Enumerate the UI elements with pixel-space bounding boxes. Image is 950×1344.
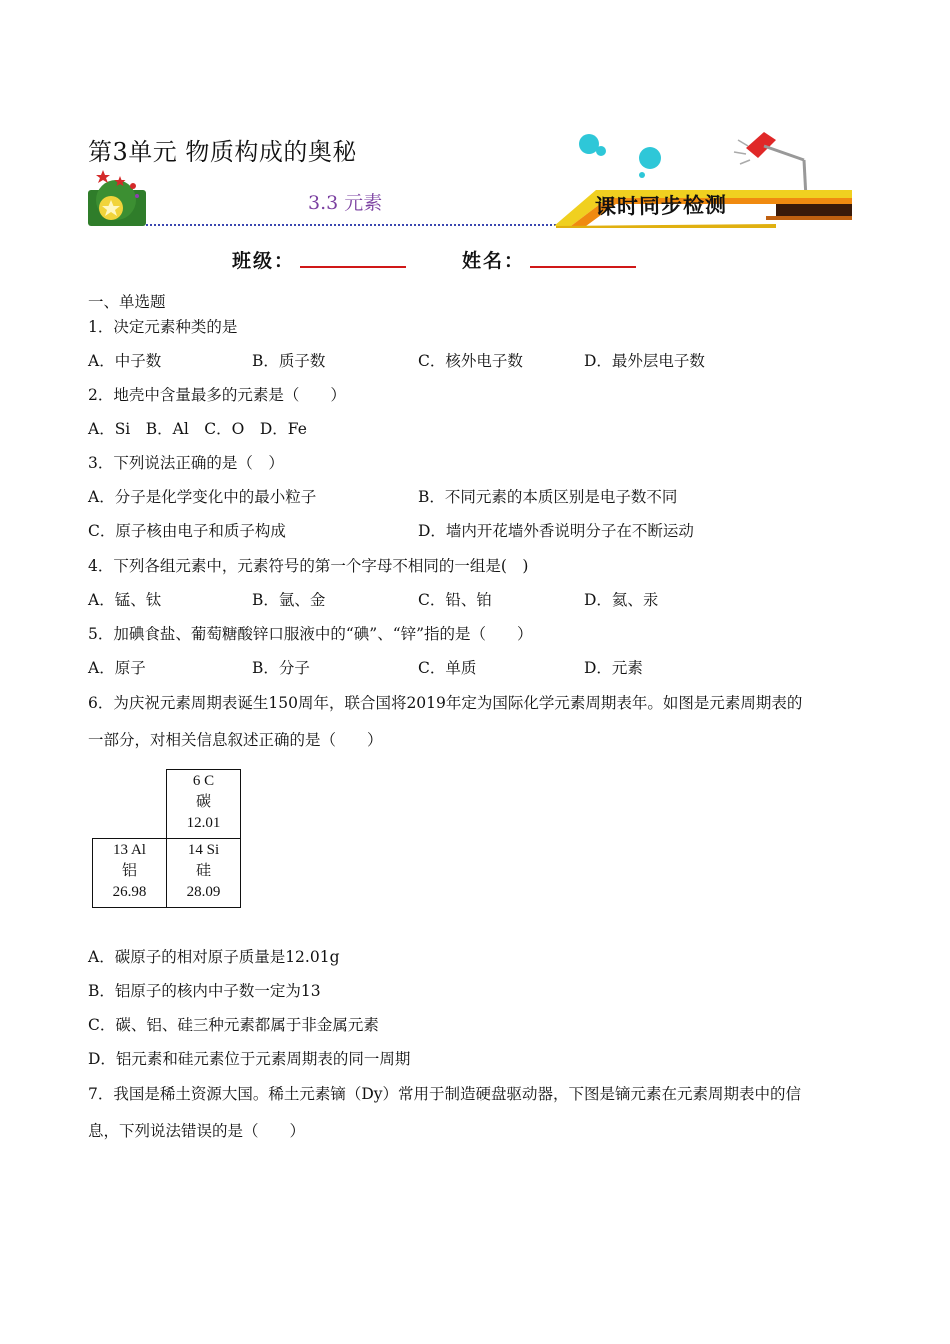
name-field[interactable]	[530, 266, 636, 268]
option-a: A．碳原子的相对原子质量是12.01g	[88, 948, 340, 966]
star-badge-icon	[88, 170, 146, 226]
element-cell-carbon	[166, 769, 241, 839]
question-stem-line2: 息，下列说法错误的是（ ）	[88, 1122, 306, 1140]
element-cell-silicon	[166, 838, 241, 908]
option-b: B．质子数	[252, 352, 326, 370]
question-stem-line1: 7．我国是稀土资源大国。稀土元素镝（Dy）常用于制造硬盘驱动器，下图是镝元素在元素周期表中的信	[88, 1085, 802, 1103]
class-field[interactable]	[300, 266, 406, 268]
option-c: C．铅、铂	[418, 591, 492, 609]
unit-title: 第3单元 物质构成的奥秘	[88, 138, 357, 166]
question-stem: 5．加碘食盐、葡萄糖酸锌口服液中的“碘”、“锌”指的是（ ）	[88, 625, 533, 643]
element-mass: 26.98	[112, 884, 147, 900]
option-a: A．分子是化学变化中的最小粒子	[88, 488, 317, 506]
option-b: B．铝原子的核内中子数一定为13	[88, 982, 321, 1000]
element-number-symbol: 6 C	[192, 773, 215, 789]
option-d: D．墙内开花墙外香说明分子在不断运动	[418, 522, 694, 540]
option-c: C．核外电子数	[418, 352, 523, 370]
name-label: 姓名：	[462, 250, 526, 272]
option-d: D．最外层电子数	[584, 352, 705, 370]
option-a: A．锰、钛	[88, 591, 162, 609]
lamp-icon	[734, 132, 806, 198]
option-d: D．元素	[584, 659, 643, 677]
option-a: A．中子数	[88, 352, 162, 370]
option-d: D．铝元素和硅元素位于元素周期表的同一周期	[88, 1050, 411, 1068]
option-c: C．原子核由电子和质子构成	[88, 522, 286, 540]
element-cell-aluminum	[92, 838, 167, 908]
question-stem: 3．下列说法正确的是（ ）	[88, 454, 284, 472]
section-title: 一、单选题	[88, 293, 166, 311]
question-stem: 1．决定元素种类的是	[88, 318, 238, 336]
options-inline: A．Si B．Al C．O D．Fe	[88, 420, 307, 438]
question-stem-line1: 6．为庆祝元素周期表诞生150周年，联合国将2019年定为国际化学元素周期表年。如图是元素周期表的	[88, 694, 803, 712]
question-stem: 4．下列各组元素中，元素符号的第一个字母不相同的一组是( )	[88, 557, 529, 575]
element-name: 碳	[195, 794, 211, 810]
option-b: B．分子	[252, 659, 310, 677]
question-stem: 2．地壳中含量最多的元素是（ ）	[88, 386, 346, 404]
banner-label: 课时同步检测	[594, 192, 728, 220]
element-number-symbol: 13 Al	[113, 842, 146, 858]
option-a: A．原子	[88, 659, 146, 677]
option-b: B．氩、金	[252, 591, 326, 609]
option-c: C．碳、铝、硅三种元素都属于非金属元素	[88, 1016, 379, 1034]
element-name: 硅	[195, 863, 211, 879]
lesson-title: 3.3 元素	[308, 192, 383, 214]
element-mass: 28.09	[186, 884, 221, 900]
class-label: 班级：	[232, 250, 296, 272]
header-banner-graphic	[86, 128, 856, 232]
question-stem-line2: 一部分，对相关信息叙述正确的是（ ）	[88, 731, 383, 749]
element-mass: 12.01	[186, 815, 221, 831]
option-d: D．氦、汞	[584, 591, 659, 609]
element-name: 铝	[121, 863, 137, 879]
element-number-symbol: 14 Si	[187, 842, 220, 858]
option-b: B．不同元素的本质区别是电子数不同	[418, 488, 678, 506]
option-c: C．单质	[418, 659, 477, 677]
